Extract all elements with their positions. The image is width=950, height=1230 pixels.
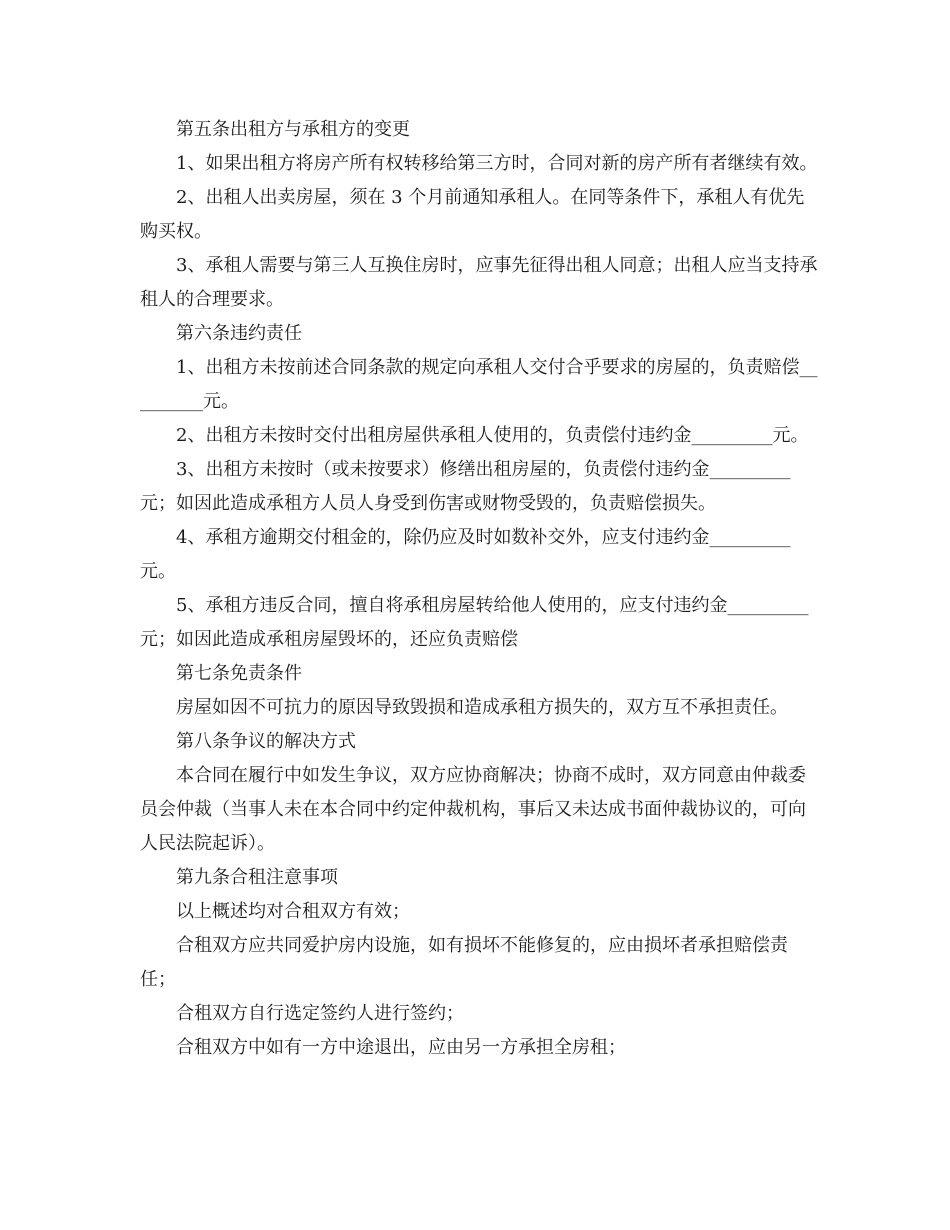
clause-6-2: 2、出租方未按时交付出租房屋供承租人使用的，负责偿付违约金_________元。: [176, 425, 809, 446]
document-page: [140, 113, 820, 1065]
clause-5-1: 1、如果出租方将房产所有权转移给第三方时，合同对新的房产所有者继续有效。: [176, 153, 818, 174]
clause-7-body: 房屋如因不可抗力的原因导致毁损和造成承租方损失的，双方互不承担责任。: [176, 697, 788, 718]
clause-9-4: 合租双方中如有一方中途退出，应由另一方承担全房租；: [176, 1037, 626, 1058]
section-heading-5: 第五条出租方与承租方的变更: [176, 119, 410, 140]
section-heading-7: 第七条免责条件: [176, 663, 302, 684]
clause-9-1: 以上概述均对合租双方有效；: [176, 901, 410, 922]
clause-9-2: 合租双方应共同爱护房内设施，如有损坏不能修复的，应由损坏者承担赔偿责任；: [140, 935, 788, 990]
clause-6-3: 3、出租方未按时（或未按要求）修缮出租房屋的，负责偿付违约金_________元；如因此造成承租方人员人身受到伤害或财物受毁的，负责赔偿损失。: [140, 459, 791, 514]
section-heading-8: 第八条争议的解决方式: [176, 731, 356, 752]
clause-8-body: 本合同在履行中如发生争议，双方应协商解决；协商不成时，双方同意由仲裁委员会仲裁（当事人未在本合同中约定仲裁机构，事后又未达成书面仲裁协议的，可向人民法院起诉）。: [140, 765, 806, 854]
clause-6-5: 5、承租方违反合同，擅自将承租房屋转给他人使用的，应支付违约金_________元；如因此造成承租房屋毁坏的，还应负责赔偿: [140, 595, 809, 650]
clause-5-3: 3、承租人需要与第三人互换住房时，应事先征得出租人同意；出租人应当支持承租人的合理要求。: [140, 255, 818, 310]
section-heading-9: 第九条合租注意事项: [176, 867, 338, 888]
clause-9-3: 合租双方自行选定签约人进行签约；: [176, 1003, 464, 1024]
clause-6-1: 1、出租方未按前述合同条款的规定向承租人交付合乎要求的房屋的，负责赔偿_________元。: [140, 357, 818, 412]
clause-6-4: 4、承租方逾期交付租金的，除仍应及时如数补交外，应支付违约金_________元。: [140, 527, 791, 582]
clause-5-2: 2、出租人出卖房屋，须在 3 个月前通知承租人。在同等条件下，承租人有优先购买权。: [140, 187, 805, 242]
section-heading-6: 第六条违约责任: [176, 323, 302, 344]
